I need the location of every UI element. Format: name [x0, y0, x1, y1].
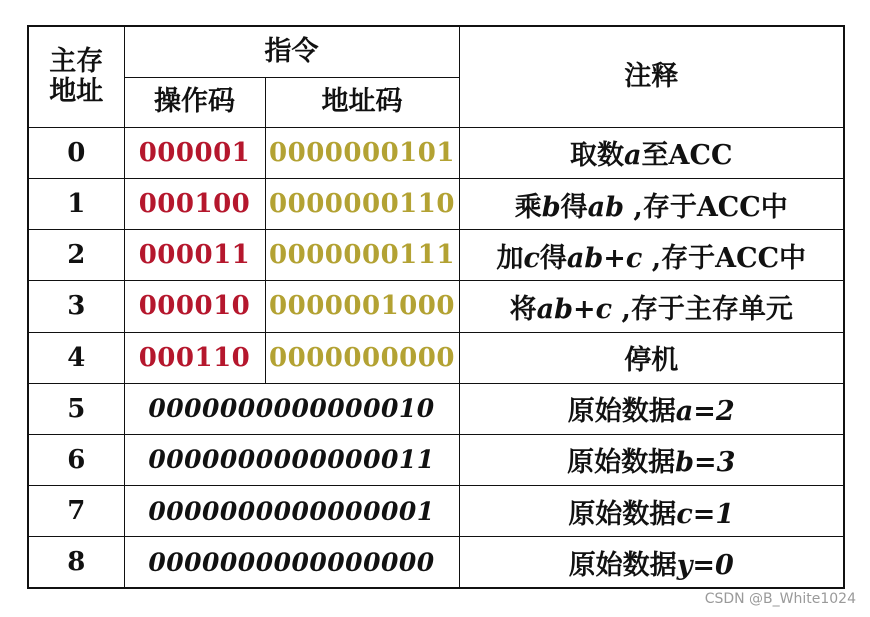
address-cell: 3: [28, 281, 124, 332]
note-text: 得: [539, 242, 567, 274]
note-cell: [459, 127, 844, 178]
note-text: 至ACC: [641, 140, 733, 172]
data-row: [28, 434, 844, 485]
address-cell: 2: [28, 230, 124, 281]
header-row-1: [28, 26, 844, 77]
note-text: ,存于ACC中: [642, 242, 807, 274]
watermark: CSDN @B_White1024: [704, 591, 856, 607]
data-row: [28, 537, 844, 588]
address-cell: 0: [28, 127, 124, 178]
address-code-cell: 0000001000: [265, 281, 459, 332]
note-variable: a=2: [675, 396, 735, 428]
data-value-cell: 0000000000000010: [124, 383, 459, 434]
note-variable: b: [541, 191, 561, 223]
note-variable: b=3: [675, 447, 736, 479]
data-value-cell: 0000000000000000: [124, 537, 459, 588]
note-text: 停机: [624, 345, 679, 377]
note-variable: c=1: [676, 498, 735, 530]
note-cell: [459, 383, 844, 434]
note-text: 取数: [570, 140, 625, 172]
note-cell: [459, 230, 844, 281]
address-code-cell: 0000000101: [265, 127, 459, 178]
program-table-body: [28, 26, 844, 588]
note-text: ,存于ACC中: [624, 191, 788, 223]
note-variable: ab+c: [536, 293, 613, 325]
note-cell: [459, 332, 844, 383]
header-opcode: 操作码: [124, 77, 265, 127]
address-cell: 6: [28, 434, 124, 485]
note-cell: [459, 537, 844, 588]
instruction-row: [28, 281, 844, 332]
program-table: [27, 25, 845, 589]
address-cell: 1: [28, 179, 124, 230]
note-cell: [459, 434, 844, 485]
note-text: 加: [496, 242, 524, 274]
note-cell: [459, 486, 844, 537]
instruction-row: [28, 127, 844, 178]
address-cell: 7: [28, 486, 124, 537]
note-text: 得: [560, 191, 588, 223]
instruction-row: [28, 230, 844, 281]
note-variable: ab+c: [566, 242, 643, 274]
header-address-code: 地址码: [265, 77, 459, 127]
header-note: 注释: [459, 26, 844, 127]
address-code-cell: 0000000110: [265, 179, 459, 230]
address-code-cell: 0000000111: [265, 230, 459, 281]
note-text: 原始数据: [568, 498, 677, 530]
opcode-cell: 000001: [124, 127, 265, 178]
note-variable: ab: [587, 191, 625, 223]
instruction-row: [28, 332, 844, 383]
note-text: 原始数据: [567, 396, 676, 428]
opcode-cell: 000011: [124, 230, 265, 281]
note-variable: y=0: [676, 549, 734, 581]
opcode-cell: 000010: [124, 281, 265, 332]
data-row: [28, 486, 844, 537]
note-text: ,存于主存单元: [612, 293, 793, 325]
opcode-cell: 000110: [124, 332, 265, 383]
note-variable: a: [624, 140, 642, 172]
note-text: 乘: [514, 191, 542, 223]
note-cell: [459, 281, 844, 332]
note-text: 原始数据: [568, 549, 677, 581]
note-cell: [459, 179, 844, 230]
opcode-cell: 000100: [124, 179, 265, 230]
data-value-cell: 0000000000000011: [124, 434, 459, 485]
data-row: [28, 383, 844, 434]
data-value-cell: 0000000000000001: [124, 486, 459, 537]
note-text: 原始数据: [567, 447, 676, 479]
note-variable: c: [523, 242, 540, 274]
address-code-cell: 0000000000: [265, 332, 459, 383]
note-text: 将: [509, 293, 537, 325]
address-cell: 8: [28, 537, 124, 588]
address-cell: 4: [28, 332, 124, 383]
header-instruction: 指令: [124, 26, 459, 77]
instruction-row: [28, 179, 844, 230]
header-address: 主存地址: [28, 26, 124, 127]
address-cell: 5: [28, 383, 124, 434]
